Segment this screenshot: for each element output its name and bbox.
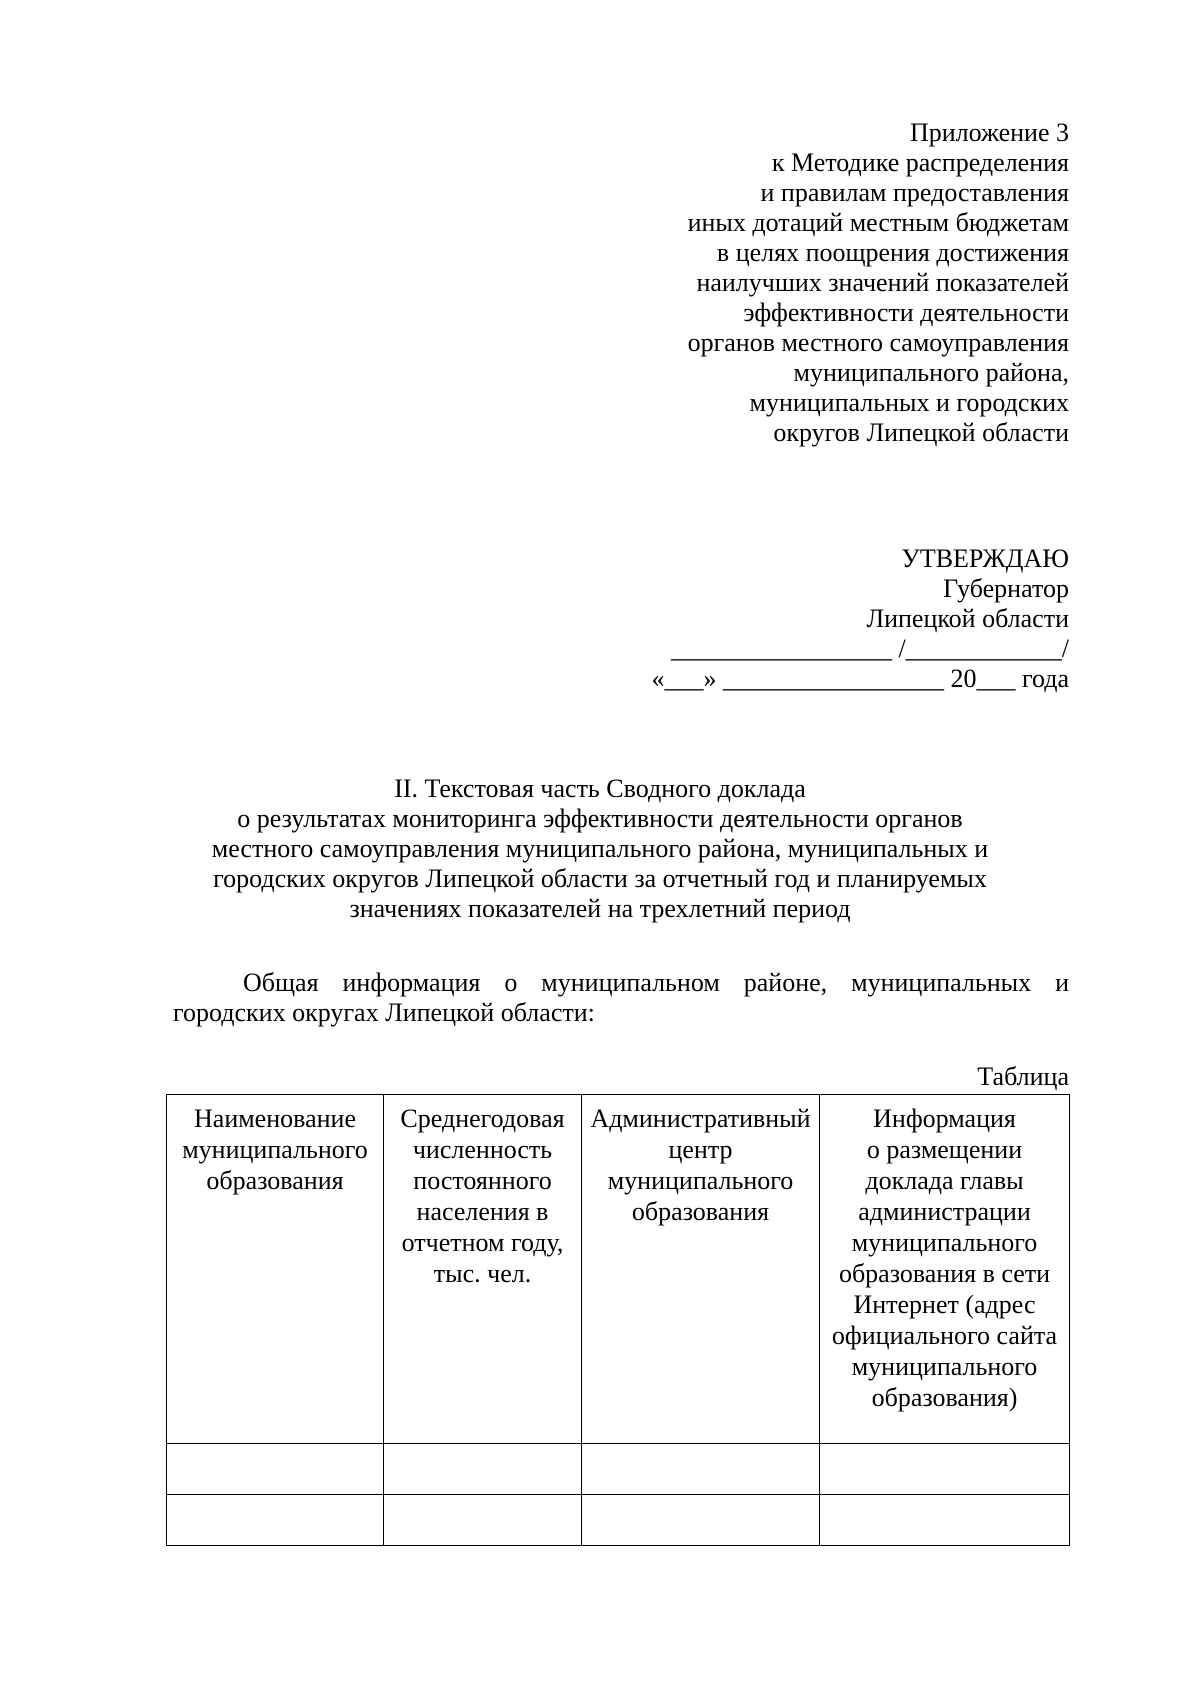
- table-cell: [167, 1444, 384, 1495]
- header-text: официального сайта: [831, 1321, 1058, 1350]
- appendix-line: к Методике распределения: [771, 148, 1069, 177]
- header-text: о размещении: [866, 1135, 1023, 1164]
- header-text: Среднегодовая: [400, 1104, 565, 1133]
- appendix-line: муниципального района,: [793, 358, 1069, 387]
- header-text: муниципального: [851, 1352, 1038, 1381]
- appendix-line: в целях поощрения достижения: [716, 238, 1069, 267]
- intro-paragraph: [173, 968, 1069, 1028]
- table-cell: [582, 1495, 820, 1546]
- header-text: тыс. чел.: [433, 1259, 532, 1288]
- header-text: доклада главы: [865, 1166, 1024, 1195]
- header-text: населения в: [416, 1197, 549, 1226]
- header-text: Интернет (адрес: [853, 1290, 1036, 1319]
- heading-line: городских округов Липецкой области за отчетный год и планируемых: [213, 864, 987, 893]
- column-header-admin-center: [582, 1095, 820, 1444]
- approval-position: Губернатор: [943, 574, 1069, 603]
- heading-line: о результатах мониторинга эффективности деятельности органов: [237, 804, 963, 833]
- column-header-report-info: [820, 1095, 1070, 1444]
- approval-region: Липецкой области: [866, 604, 1069, 633]
- appendix-block: [509, 118, 1069, 448]
- heading-line: значениях показателей на трехлетний период: [349, 894, 851, 923]
- heading-line: местного самоуправления муниципального района, муниципальных и: [211, 834, 989, 863]
- column-header-population: [384, 1095, 582, 1444]
- approval-block: [509, 544, 1069, 694]
- appendix-line: округов Липецкой области: [773, 418, 1069, 447]
- date-line: «___» _________________ 20___ года: [651, 664, 1069, 693]
- approval-title: УТВЕРЖДАЮ: [901, 544, 1069, 573]
- header-text: отчетном году,: [401, 1228, 564, 1257]
- appendix-line: Приложение 3: [909, 118, 1069, 147]
- header-text: Информация: [873, 1104, 1016, 1133]
- header-text: администрации: [858, 1197, 1031, 1226]
- table-cell: [167, 1495, 384, 1546]
- document-heading: [160, 774, 1040, 924]
- appendix-line: органов местного самоуправления: [687, 328, 1069, 357]
- table-row: [167, 1444, 1070, 1495]
- header-text: образования: [206, 1166, 344, 1195]
- header-text: Административный: [590, 1104, 811, 1133]
- table-cell: [582, 1444, 820, 1495]
- appendix-line: иных дотаций местным бюджетам: [687, 208, 1069, 237]
- appendix-line: муниципальных и городских: [749, 388, 1069, 417]
- table-caption: Таблица: [977, 1062, 1069, 1091]
- intro-line: городских округах Липецкой области:: [173, 998, 595, 1027]
- header-text: численность: [412, 1135, 553, 1164]
- table-cell: [384, 1444, 582, 1495]
- header-text: постоянного: [413, 1166, 552, 1195]
- appendix-line: и правилам предоставления: [760, 178, 1069, 207]
- table-header-row: [167, 1095, 1070, 1444]
- header-text: муниципального: [607, 1166, 794, 1195]
- header-text: муниципального: [182, 1135, 368, 1164]
- table-cell: [384, 1495, 582, 1546]
- heading-line: II. Текстовая часть Сводного доклада: [394, 774, 806, 803]
- header-text: центр: [668, 1135, 733, 1164]
- header-text: Наименование: [194, 1104, 356, 1133]
- intro-line: Общая информация о муниципальном районе, муниципальных и: [243, 968, 1069, 997]
- header-text: образования): [871, 1383, 1018, 1412]
- header-text: муниципального: [851, 1228, 1038, 1257]
- header-text: образования в сети: [838, 1259, 1051, 1288]
- appendix-line: наилучших значений показателей: [696, 268, 1069, 297]
- signature-line: _________________ /____________/: [671, 634, 1069, 663]
- column-header-name: [167, 1095, 384, 1444]
- table-row: [167, 1495, 1070, 1546]
- table-cell: [820, 1444, 1070, 1495]
- appendix-line: эффективности деятельности: [743, 298, 1069, 327]
- municipal-info-table: [166, 1094, 1070, 1546]
- header-text: образования: [631, 1197, 770, 1226]
- table-cell: [820, 1495, 1070, 1546]
